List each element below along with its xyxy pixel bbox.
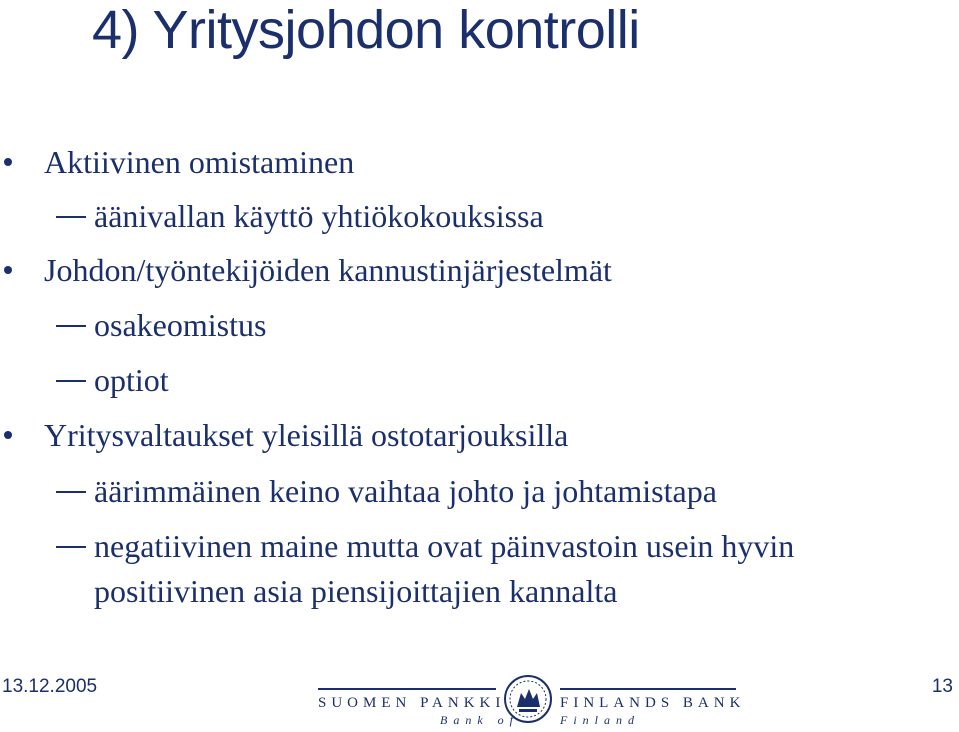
list-item: Johdon/työntekijöiden kannustinjärjestelmät — [44, 252, 612, 288]
dash-icon — [56, 325, 86, 327]
page-number: 13 — [931, 676, 953, 697]
bank-seal-icon — [503, 671, 553, 727]
bullet-icon — [4, 431, 12, 439]
bullet-icon — [4, 158, 12, 166]
dash-icon — [56, 216, 86, 218]
bank-sub-right: Finland — [560, 713, 640, 727]
bank-sub-left: Bank of — [440, 713, 519, 727]
list-item: negatiivinen maine mutta ovat päinvastoin usein hyvin — [94, 528, 795, 564]
dash-icon — [56, 546, 86, 548]
bank-name-finnish: SUOMEN PANKKI — [318, 695, 506, 711]
bullet-icon — [4, 266, 12, 274]
logo-rule-left — [318, 688, 496, 690]
list-item: äärimmäinen keino vaihtaa johto ja johtamistapa — [94, 473, 717, 509]
dash-icon — [56, 380, 86, 382]
list-item: Yritysvaltaukset yleisillä ostotarjouksilla — [44, 417, 569, 453]
dash-icon — [56, 491, 86, 493]
bank-name-swedish: FINLANDS BANK — [560, 695, 746, 711]
list-item: positiivinen asia piensijoittajien kannalta — [94, 573, 618, 609]
slide-title: 4) Yritysjohdon kontrolli — [92, 0, 640, 60]
logo-rule-right — [560, 688, 736, 690]
footer-date: 13.12.2005 — [2, 676, 98, 697]
list-item: osakeomistus — [94, 307, 267, 343]
list-item: Aktiivinen omistaminen — [44, 144, 355, 180]
list-item: optiot — [94, 362, 169, 398]
list-item: äänivallan käyttö yhtiökokouksissa — [94, 198, 544, 234]
